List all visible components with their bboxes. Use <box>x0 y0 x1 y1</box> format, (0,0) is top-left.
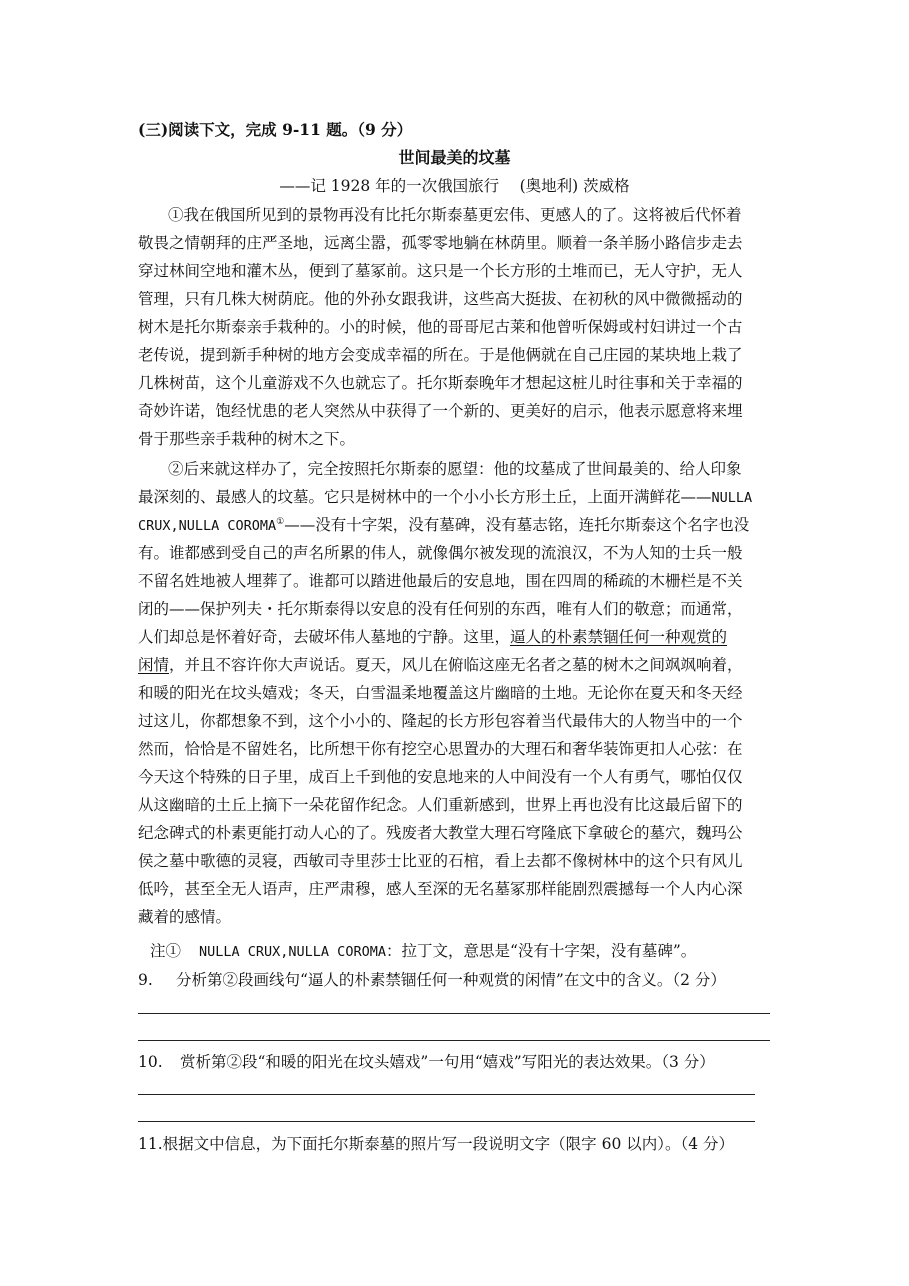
p2-line: 然而，恰恰是不留姓名，比所想干你有挖空心思置办的大理石和奢华装饰更扣人心弦：在 <box>138 740 743 758</box>
p2-text: ——没有十字架，没有墓碑，没有墓志铭，连托尔斯泰这个名字也没 <box>284 516 750 534</box>
p1-line: 树木是托尔斯泰亲手栽种的。小的时候，他的哥哥尼古莱和他曾听保姆或村妇讲过一个古 <box>138 318 743 336</box>
p2-line <box>138 487 752 508</box>
p2-line: 今天这个特殊的日子里，成百上千到他的安息地来的人中间没有一个人有勇气，哪怕仅仅 <box>138 768 743 786</box>
question-number: 10. <box>138 1053 163 1071</box>
footnote <box>150 941 696 962</box>
p1-line: ①我在俄国所见到的景物再没有比托尔斯泰墓更宏伟、更感人的了。这将被后代怀着 <box>168 206 742 224</box>
p2-line: 过这儿，你都想象不到，这个小小的、隆起的长方形包容着当代最伟大的人物当中的一个 <box>138 712 743 730</box>
p2-line: 和暖的阳光在坟头嬉戏；冬天，白雪温柔地覆盖这片幽暗的土地。无论你在夏天和冬天经 <box>138 684 743 702</box>
p1-line: 老传说，提到新手种树的地方会变成幸福的所在。于是他俩就在自己庄园的某块地上栽了 <box>138 346 743 364</box>
question-10 <box>138 1052 715 1072</box>
p2-line: 有。谁都感到受自己的声名所累的伟人，就像偶尔被发现的流浪汉，不为人知的士兵一般 <box>138 544 743 562</box>
answer-line[interactable] <box>138 1040 770 1041</box>
p2-line <box>138 515 749 536</box>
answer-line[interactable] <box>138 1013 770 1014</box>
section-heading: (三)阅读下文，完成 9-11 题。（9 分） <box>138 120 413 139</box>
p2-text: 最深刻的、最感人的坟墓。它只是树林中的一个小小长方形土丘，上面开满鲜花—— <box>138 488 712 506</box>
article-title: 世间最美的坟墓 <box>398 148 511 167</box>
question-number: 9. <box>138 971 153 989</box>
question-text: 赏析第②段“和暖的阳光在坟头嬉戏”一句用“嬉戏”写阳光的表达效果。（3 分） <box>180 1053 715 1071</box>
p2-line: 低吟，甚至全无人语声，庄严肃穆，感人至深的无名墓冢那样能剧烈震撼每一个人内心深 <box>138 880 743 898</box>
p2-line: 藏着的感情。 <box>138 908 232 926</box>
footnote-latin: NULLA CRUX,NULLA COROMA <box>199 944 386 960</box>
footnote-text: ：拉丁文，意思是“没有十字架，没有墓碑”。 <box>385 942 697 960</box>
latin-phrase: NULLA <box>711 490 753 506</box>
answer-line[interactable] <box>138 1094 755 1095</box>
p2-line <box>138 655 743 675</box>
p2-line: ②后来就这样办了，完全按照托尔斯泰的愿望：他的坟墓成了世间最美的、给人印象 <box>168 460 742 478</box>
p1-line: 骨于那些亲手栽种的树木之下。 <box>138 430 356 448</box>
p2-line: 闭的——保护列夫・托尔斯泰得以安息的没有任何别的东西，唯有人们的敬意；而通常， <box>138 600 743 618</box>
footnote-label: 注① <box>150 942 182 960</box>
answer-line[interactable] <box>138 1121 755 1122</box>
p2-line <box>138 627 727 647</box>
p2-line: 不留名姓地被人埋葬了。谁都可以踏进他最后的安息地，围在四周的稀疏的木栅栏是不关 <box>138 572 743 590</box>
p2-line: 纪念碑式的朴素更能打动人心的了。残废者大教堂大理石穹隆底下拿破仑的墓穴，魏玛公 <box>138 824 743 842</box>
latin-phrase: CRUX,NULLA COROMA <box>138 518 277 534</box>
question-9 <box>138 970 726 990</box>
p2-line: 侯之墓中歌德的灵寝，西敏司寺里莎士比亚的石棺，看上去都不像树林中的这个只有风儿 <box>138 852 743 870</box>
question-text: 分析第②段画线句“逼人的朴素禁锢任何一种观赏的闲情”在文中的含义。（2 分） <box>176 971 726 989</box>
question-text: 根据文中信息，为下面托尔斯泰墓的照片写一段说明文字（限字 60 以内）。（4 分） <box>162 1135 735 1153</box>
p1-line: 穿过林间空地和灌木丛，便到了墓冢前。这只是一个长方形的土堆而已，无人守护，无人 <box>138 262 743 280</box>
question-number: 11. <box>138 1135 163 1153</box>
p1-line: 管理，只有几株大树荫庇。他的外孙女跟我讲，这些高大挺拔、在初秋的风中微微摇动的 <box>138 290 743 308</box>
underlined-sentence: 逼人的朴素禁锢任何一种观赏的 <box>510 628 728 646</box>
article-subtitle: ——记 1928 年的一次俄国旅行 (奥地利) 茨威格 <box>279 177 630 195</box>
footnote-marker: ① <box>276 517 285 527</box>
underlined-sentence: 闲情 <box>138 656 170 674</box>
question-11 <box>138 1134 734 1154</box>
p2-text: ，并且不容许你大声说话。夏天，风儿在俯临这座无名者之墓的树木之间飒飒响着， <box>169 656 743 674</box>
p2-line: 从这幽暗的土丘上摘下一朵花留作纪念。人们重新感到，世界上再也没有比这最后留下的 <box>138 796 743 814</box>
p2-text: 人们却总是怀着好奇，去破坏伟人墓地的宁静。这里， <box>138 628 511 646</box>
p1-line: 奇妙许诺，饱经忧患的老人突然从中获得了一个新的、更美好的启示，他表示愿意将来埋 <box>138 402 743 420</box>
p1-line: 几株树苗，这个儿童游戏不久也就忘了。托尔斯泰晚年才想起这桩儿时往事和关于幸福的 <box>138 374 743 392</box>
p1-line: 敬畏之情朝拜的庄严圣地，远离尘嚣，孤零零地躺在林荫里。顺着一条羊肠小路信步走去 <box>138 234 743 252</box>
